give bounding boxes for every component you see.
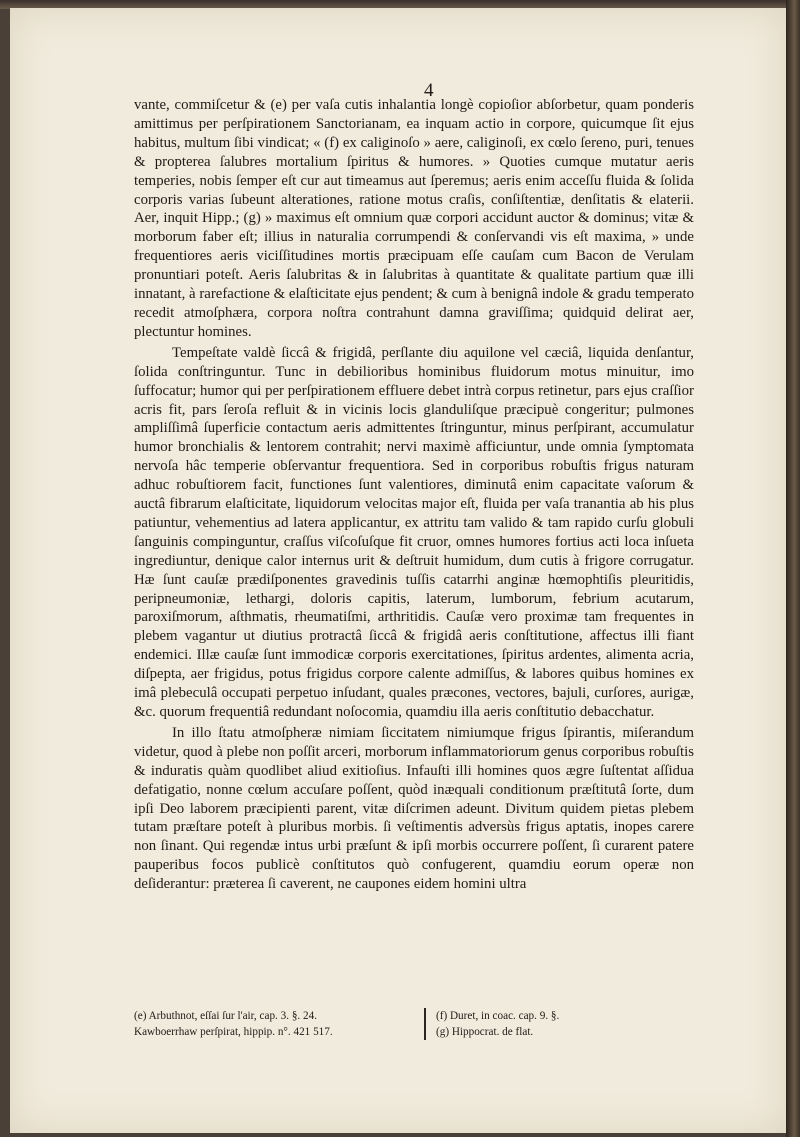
book-edge-right (786, 0, 800, 1137)
body-text (134, 96, 694, 894)
page-number: 4 (424, 80, 434, 101)
footnotes (134, 1008, 704, 1040)
footnote-f: (f) Duret, in coac. cap. 9. §. (436, 1010, 560, 1022)
footnotes-right-column (426, 1008, 559, 1040)
footnotes-left-column (134, 1008, 426, 1040)
footnote-e: (e) Arbuthnot, eſſai ſur l'air, cap. 3. §. 24. (134, 1010, 318, 1022)
book-page (10, 8, 786, 1133)
paragraph-2: Tempeſtate valdè ſiccâ & frigidâ, perſlante diu aquilone vel cæciâ, liquida denſantur, ſolida conſtringuntur. Tunc in debilioribus hominibus fluidorum motus minuitur, imo ſuffocatur; humor qui per perſpirationem effluere debet intrà corpus retinetur, pars ejus craſſior acris fit, pars ſeroſa refluit & in vicinis locis glanduliſque præcipuè congeritur; pulmones ampliſſimâ ſuperficie contactum aeris admittentes ſtringuntur, minus perſpirant, accumulatur humor bronchialis & lentorem contrahit; nervi maximè afficiuntur, unde omnia ſymptomata nervoſa hâc temperie obſervantur frequentiora. Sed in corporibus robuſtis frigus naturam adhuc robuſtiorem facit, functiones ſunt valentiores, diminutâ enim capacitate vaſorum & auctâ fibrarum elaſticitate, liquidorum velocitas major eſt, fluida per vaſa tranantia ab his plus patiuntur, vehementius ad latera applicantur, ex attritu tam valido & tam rapido curſu globuli ſanguinis compinguntur, craſſus viſcoſuſque fit cruor, omnes humores fortius acti loca inſueta ingrediuntur, denique calor internus urit & deſtruit humidum, dum cutis à frigore corrugatur. Hæ ſunt cauſæ prædiſponentes gravedinis tuſſis catarrhi anginæ hœmophtiſis pleuritidis, peripneumoniæ, lethargi, doloris capitis, laterum, lumborum, febrium acutarum, paroxiſmorum, aſthmatis, rheumatiſmi, arthritidis. Cauſæ vero proximæ tam frequentes in plebem vagantur ut diutius protractâ ſiccâ & frigidâ aeris conſtitutione, affectus illi fiant endemici. Illæ cauſæ ſunt immodicæ corporis exercitationes, ſpiritus ardentes, alimenta acria, diſpepta, aer frigidus, potus frigidus corpore calente admiſſus, & labores quibus homines ex imâ plebeculâ occupati perpetuo inſudant, quales præcones, vectores, bajuli, curſores, aurigæ, &c. quorum frequentiâ redundant noſocomia, quamdiu illa aeris conſtitutio debacchatur. (134, 344, 694, 720)
paragraph-1: vante, commiſcetur & (e) per vaſa cutis inhalantia longè copioſior abſorbetur, quam ponderis amittimus per perſpirationem Sanctorianam, ea inquam actio in corpore, quicumque ſit ejus habitus, multum ſibi vindicat; « (f) ex caliginoſo » aere, caliginoſi, ex cœlo ſereno, puri, tenues & propterea ſalubres mortalium ſpiritus & humores. » Quoties cumque mutatur aeris temperies, nobis ſemper eſt cur aut timeamus aut ſperemus; aeris enim acceſſu fluida & ſolida corporis varias ſubeunt alterationes, ratione motus craſis, conſiſtentiæ, denſitatis & elaterii. Aer, inquit Hipp.; (g) » maximus eſt omnium quæ corpori accidunt auctor & dominus; vitæ & morborum faber eſt; illius in naturalia corrumpendi & conſervandi vis eſt maxima, » unde frequentiores aeris viciſſitudines mortis præcipuam eſſe cauſam cum Bacon de Verulam pronuntiari poteſt. Aeris ſalubritas & in ſalubritas à quantitate & qualitate partium quæ illi innatant, à rarefactione & elaſticitate ejus pendent; & cum à benignâ indole & gradu temperato recedit atmoſphæra, corpora noſtra contrahunt damna graviſſima; quidquid delirat aer, plectuntur homines. (134, 97, 695, 340)
paragraph-3: In illo ſtatu atmoſpheræ nimiam ſiccitatem nimiumque frigus ſpirantis, miſerandum videtur, quod à plebe non poſſit arceri, morborum inflammatoriorum genus corporibus robuſtis & induratis quàm quodlibet aliud exitioſius. Infauſti illi homines quos ægre ſuſtentat aſſidua defatigatio, nonne cœlum accuſare poſſent, quòd inæquali conditionum præſtitutâ ſorte, dum ipſi Deo laborem præcipienti parent, vitæ diſcrimen adeunt. Divitum quidem pietas plebem tutam præſtare poteſt à pluribus morbis. ſi veſtimentis adversùs frigus aptatis, inopes carere non ſinant. Qui regendæ intus urbi præſunt & ipſi morbis occurrere poſſent, ſi curarent patere pauperibus focos publicè conſtitutos quò confugerent, quamdiu eorum operæ non deſiderantur: præterea ſi caverent, ne caupones eidem homini ultra (134, 724, 694, 893)
footnote-g: (g) Hippocrat. de flat. (436, 1026, 534, 1038)
footnote-boerhaave: Kawboerrhaw perſpirat, hippip. n°. 421 517. (134, 1026, 333, 1038)
